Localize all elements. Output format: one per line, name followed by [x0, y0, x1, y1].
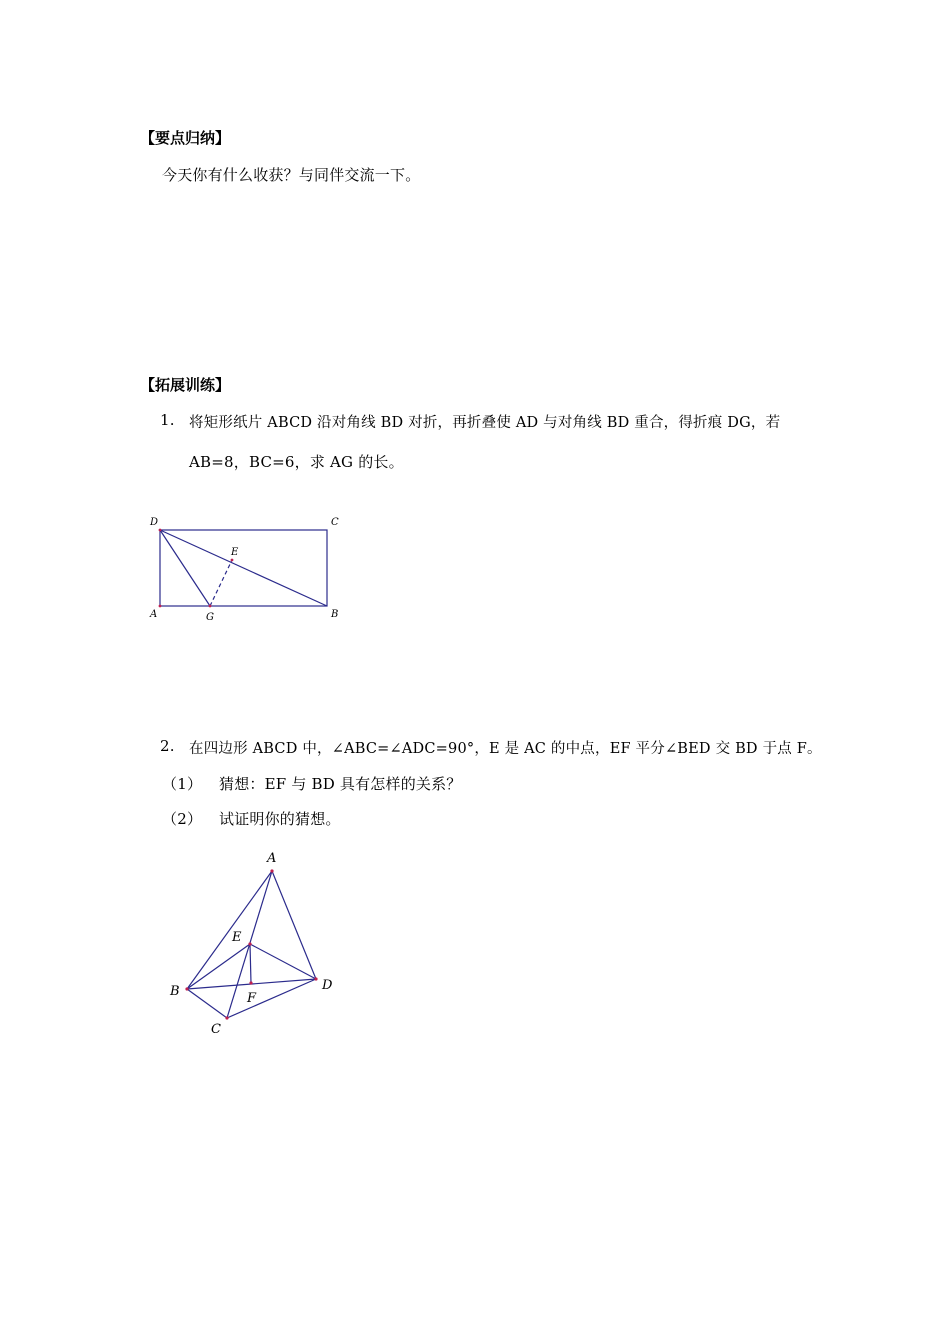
problem2-number: 2. [160, 737, 175, 755]
summary-text: 今天你有什么收获？与同伴交流一下。 [162, 166, 421, 184]
label-e: E [231, 547, 239, 558]
extension-heading: 【拓展训练】 [140, 376, 231, 394]
side-ab [187, 871, 272, 989]
diagonal-ac [227, 871, 272, 1018]
segment-eb [187, 944, 250, 989]
point-f [249, 981, 252, 984]
side-ad [272, 871, 316, 979]
point-c [225, 1016, 228, 1019]
label-c: C [211, 1022, 221, 1037]
segment-ef [250, 944, 251, 983]
summary-heading: 【要点归纳】 [140, 129, 231, 147]
label-d: D [150, 517, 159, 528]
label-d: D [322, 978, 333, 993]
problem1-line1: 将矩形纸片 ABCD 沿对角线 BD 对折，再折叠使 AD 与对角线 BD 重合，得折痕 DG，若 [189, 415, 781, 431]
side-bc [187, 989, 227, 1018]
problem2-sub2-number: （2） [162, 810, 203, 828]
point-a [270, 869, 273, 872]
problem2-sub1-text: 猜想：EF 与 BD 具有怎样的关系？ [219, 775, 462, 793]
problem2-sub2-text: 试证明你的猜想。 [219, 810, 341, 828]
label-c: C [331, 517, 339, 528]
point-g [209, 605, 212, 608]
segment-ed [250, 944, 316, 979]
point-b [185, 987, 188, 990]
diagonal-bd [160, 530, 327, 606]
label-f: F [247, 991, 257, 1006]
label-g: G [206, 612, 214, 623]
problem1-line2: AB=8，BC=6，求 AG 的长。 [189, 453, 404, 471]
crease-dg [160, 530, 210, 606]
label-b: B [170, 984, 180, 999]
point-a [159, 605, 162, 608]
diagonal-bd [187, 979, 316, 989]
problem1-number: 1. [160, 411, 175, 429]
point-e [248, 942, 251, 945]
label-b: B [331, 609, 339, 620]
point-d [159, 529, 162, 532]
label-a: A [267, 851, 277, 866]
rect-abcd [160, 530, 327, 606]
point-d [314, 977, 317, 980]
point-e [231, 559, 234, 562]
problem2-line1: 在四边形 ABCD 中，∠ABC=∠ADC=90°，E 是 AC 的中点，EF 平分∠BED 交 BD 于点 F。 [189, 741, 822, 757]
label-a: A [150, 609, 158, 620]
side-cd [227, 979, 316, 1018]
problem2-sub1-number: （1） [162, 775, 203, 793]
label-e: E [232, 930, 242, 945]
segment-ge-dashed [210, 560, 232, 606]
